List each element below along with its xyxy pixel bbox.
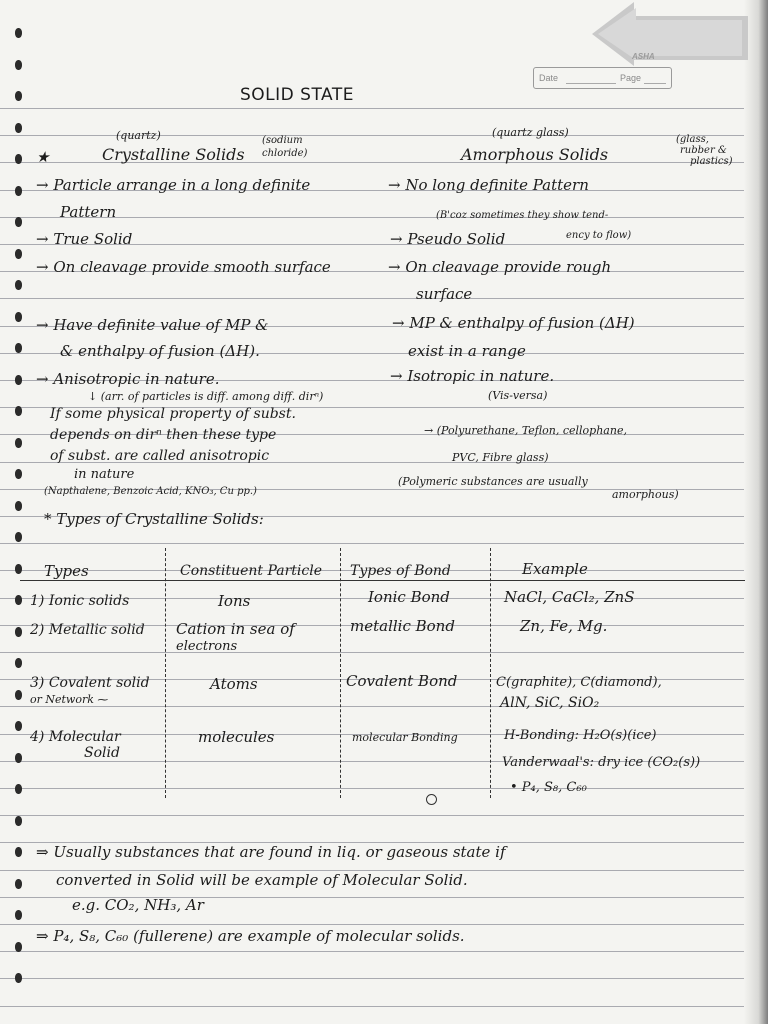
binding-hole: [15, 217, 22, 227]
note-line-3: e.g. CO₂, NH₃, Ar: [72, 896, 204, 914]
types-heading: * Types of Crystalline Solids:: [44, 510, 264, 528]
right-note-row-2b: ency to flow): [566, 230, 632, 241]
row4-bond: molecular Bonding: [352, 731, 458, 744]
row4-example-1: H-Bonding: H₂O(s)(ice): [504, 728, 657, 743]
row4-example-2: Vanderwaal's: dry ice (CO₂(s)): [502, 755, 701, 770]
aniso-def-1: If some physical property of subst.: [50, 406, 296, 422]
crystalline-heading: Crystalline Solids: [102, 145, 245, 164]
ruled-line: [0, 543, 745, 544]
page-label: Page: [620, 73, 642, 83]
row3-particle: Atoms: [210, 675, 258, 693]
note-quartz-glass: (quartz glass): [492, 126, 569, 139]
row1-bond: Ionic Bond: [368, 588, 450, 606]
binding-hole: [15, 879, 22, 889]
row3-example-2: AlN, SiC, SiO₂: [500, 695, 600, 711]
binding-hole: [15, 469, 22, 479]
brand-label: ASHA: [632, 52, 655, 61]
th-particle: Constituent Particle: [180, 563, 323, 579]
row4-particle: molecules: [198, 728, 275, 746]
polymeric-note-1: (Polymeric substances are usually: [398, 475, 588, 488]
row2-example: Zn, Fe, Mg.: [520, 617, 608, 635]
binding-hole: [15, 60, 22, 70]
row4-type-1: 4) Molecular: [30, 729, 121, 745]
note-line-4: ⇒ P₄, S₈, C₆₀ (fullerene) are example of molecular solids.: [36, 927, 465, 945]
row2-particle-1: Cation in sea of: [176, 620, 295, 638]
right-row-4b: exist in a range: [408, 342, 526, 360]
ruled-line: [0, 652, 745, 653]
binding-hole: [15, 690, 22, 700]
date-underline: [566, 83, 616, 84]
note-line-2: converted in Solid will be example of Molecular Solid.: [56, 871, 468, 889]
binding-hole: [15, 816, 22, 826]
note-glass: (glass,: [676, 134, 709, 145]
note-line-1: ⇒ Usually substances that are found in liq. or gaseous state if: [36, 843, 506, 861]
iso-note: (Vis-versa): [488, 389, 548, 402]
ruled-line: [0, 298, 745, 299]
row2-bond: metallic Bond: [350, 617, 455, 635]
table-divider-2: [340, 548, 341, 798]
binding-hole: [15, 627, 22, 637]
right-note-row-2: (B'coz sometimes they show tend-: [436, 210, 609, 221]
binding-hole: [15, 595, 22, 605]
binding-hole: [15, 280, 22, 290]
row1-type: 1) Ionic solids: [30, 593, 130, 609]
binding-hole: [15, 910, 22, 920]
binding-hole: [15, 847, 22, 857]
note-quartz: (quartz): [116, 129, 161, 142]
row4-type-2: Solid: [84, 745, 120, 761]
binding-hole: [15, 154, 22, 164]
ruled-line: [0, 135, 745, 136]
binding-hole: [15, 123, 22, 133]
row1-example: NaCl, CaCl₂, ZnS: [504, 588, 635, 606]
note-chloride: chloride): [262, 148, 308, 159]
binding-hole: [15, 28, 22, 38]
binding-hole: [15, 501, 22, 511]
row3-example-1: C(graphite), C(diamond),: [496, 675, 662, 690]
left-row-5: → Anisotropic in nature.: [36, 370, 220, 388]
left-row-4a: → Have definite value of MP &: [36, 316, 269, 334]
ruled-line: [0, 706, 745, 707]
row3-type-1: 3) Covalent solid: [30, 675, 150, 691]
aniso-note: ↓ (arr. of particles is diff. among diff. dirⁿ): [88, 390, 324, 403]
ruled-line: [0, 108, 745, 109]
aniso-def-4: in nature: [74, 467, 135, 482]
th-example: Example: [522, 560, 588, 578]
row1-particle: Ions: [218, 592, 251, 610]
right-row-4a: → MP & enthalpy of fusion (ΔH): [392, 314, 635, 332]
left-row-1a: → Particle arrange in a long definite: [36, 176, 311, 194]
ruled-line: [0, 788, 745, 789]
right-row-2: → Pseudo Solid: [390, 230, 506, 248]
row2-type: 2) Metallic solid: [30, 622, 145, 638]
iso-examples-1: → (Polyurethane, Teflon, cellophane,: [424, 424, 627, 437]
binding-hole: [15, 721, 22, 731]
binding-hole: [15, 973, 22, 983]
page-edge-shadow: [744, 0, 768, 1024]
binding-hole: [15, 532, 22, 542]
note-plastics: plastics): [690, 156, 733, 167]
binding-hole: [15, 564, 22, 574]
table-divider-3: [490, 548, 491, 798]
binding-hole: [15, 753, 22, 763]
binding-hole: [15, 784, 22, 794]
ruled-line: [0, 815, 745, 816]
binding-hole: [15, 658, 22, 668]
th-bond: Types of Bond: [350, 563, 451, 579]
binding-hole: [15, 312, 22, 322]
binding-hole: [15, 438, 22, 448]
table-header-rule: [20, 580, 745, 581]
row3-bond: Covalent Bond: [346, 672, 458, 690]
binding-hole: [15, 249, 22, 259]
left-row-3: → On cleavage provide smooth surface: [36, 258, 331, 276]
date-label: Date: [539, 73, 559, 83]
row3-type-2: or Network ⁓: [30, 693, 109, 706]
right-row-3b: surface: [416, 285, 473, 303]
stray-circle-mark: [426, 794, 437, 805]
right-row-1: → No long definite Pattern: [388, 176, 589, 194]
binding-hole: [15, 343, 22, 353]
aniso-examples: (Napthalene, Benzoic Acid, KNO₃, Cu pp.): [44, 486, 257, 497]
note-rubber: rubber &: [680, 145, 727, 156]
binding-hole: [15, 942, 22, 952]
note-sodium: (sodium: [262, 135, 303, 146]
polymeric-note-2: amorphous): [612, 488, 679, 501]
left-row-2: → True Solid: [36, 230, 133, 248]
th-types: Types: [44, 562, 89, 580]
aniso-def-3: of subst. are called anisotropic: [50, 448, 270, 464]
right-row-5: → Isotropic in nature.: [390, 367, 555, 385]
left-row-1b: Pattern: [60, 203, 117, 221]
ruled-line: [0, 924, 745, 925]
ruled-line: [0, 978, 745, 979]
binding-hole: [15, 186, 22, 196]
row4-example-3: • P₄, S₈, C₆₀: [510, 780, 587, 795]
brand-arrow-icon: [592, 0, 748, 66]
ruled-line: [0, 1006, 745, 1007]
ruled-line: [0, 951, 745, 952]
iso-examples-2: PVC, Fibre glass): [452, 451, 549, 464]
binding-hole: [15, 375, 22, 385]
binding-hole: [15, 91, 22, 101]
left-row-4b: & enthalpy of fusion (ΔH).: [60, 342, 260, 360]
binding-hole: [15, 406, 22, 416]
row2-particle-2: electrons: [176, 639, 238, 654]
page-title: SOLID STATE: [240, 85, 354, 105]
right-row-3a: → On cleavage provide rough: [388, 258, 612, 276]
table-divider-1: [165, 548, 166, 798]
amorphous-heading: Amorphous Solids: [461, 145, 609, 164]
star-bullet: ★: [36, 148, 50, 166]
aniso-def-2: depends on dirⁿ then these type: [50, 427, 277, 443]
page-underline: [644, 83, 666, 84]
